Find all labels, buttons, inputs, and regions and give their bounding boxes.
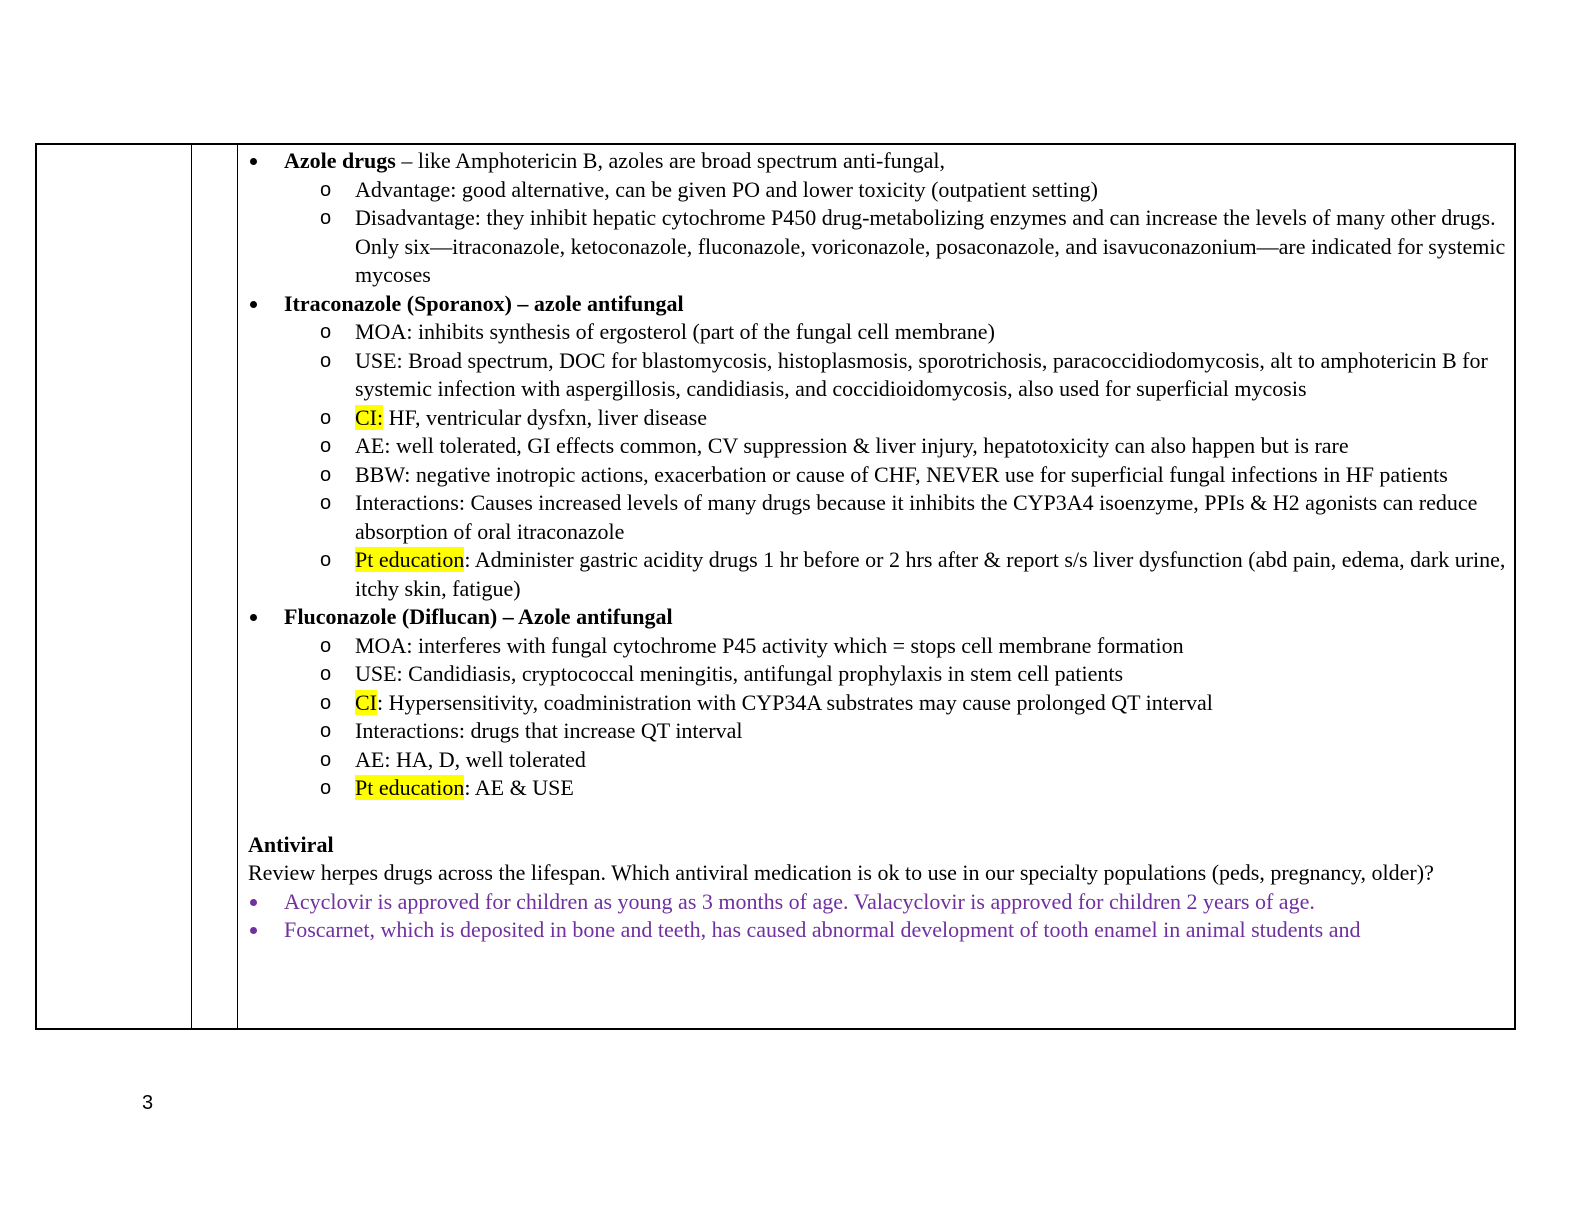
antiviral-heading: Antiviral [248, 831, 334, 857]
list-item [248, 404, 1506, 433]
highlighted-label: CI: [355, 404, 384, 430]
list-item-text: : Administer gastric acidity drugs 1 hr before or 2 hrs after & report s/s liver dysfunction (abd pain, edema, dark urine, itchy skin, fatigue) [355, 547, 1506, 601]
list-item-text: : Hypersensitivity, coadministration with CYP34A substrates may cause prolonged QT interval [377, 689, 1213, 715]
list-item [248, 746, 1506, 775]
highlighted-label: CI [355, 689, 377, 715]
list-item-text: AE: HA, D, well tolerated [355, 746, 586, 772]
azole-drugs-title: Azole drugs [284, 148, 396, 173]
list-item-text: Disadvantage: they inhibit hepatic cytochrome P450 drug-metabolizing enzymes and can increase the levels of many other drugs. Only six—itraconazole, ketoconazole, fluconazole, voriconazole, posaconazole, and isavuconazonium—are indicated for systemic mycoses [355, 205, 1506, 287]
list-item [248, 689, 1506, 718]
list-item [248, 204, 1506, 290]
azole-drugs-description: – like Amphotericin B, azoles are broad spectrum anti-fungal, [395, 148, 946, 173]
table-column-3-content [238, 145, 1514, 1028]
list-item-text: MOA: inhibits synthesis of ergosterol (part of the fungal cell membrane) [355, 319, 995, 344]
list-item [248, 432, 1506, 461]
list-item [248, 347, 1506, 404]
page-number: 3 [142, 1092, 154, 1114]
list-item-text: USE: Candidiasis, cryptococcal meningitis, antifungal prophylaxis in stem cell patients [355, 661, 1124, 686]
list-item-text: MOA: interferes with fungal cytochrome P45 activity which = stops cell membrane formation [355, 632, 1184, 658]
notes-table [35, 143, 1516, 1030]
list-item-text: Interactions: drugs that increase QT interval [355, 718, 743, 743]
antiviral-answer [248, 916, 1506, 945]
list-item-text: Interactions: Causes increased levels of many drugs because it inhibits the CYP3A4 isoenzyme, PPIs & H2 agonists can reduce absorption of oral itraconazole [355, 490, 1478, 544]
list-item [248, 461, 1506, 490]
list-item [248, 632, 1506, 661]
list-item [248, 717, 1506, 746]
list-item [248, 546, 1506, 603]
itraconazole-sublist [248, 318, 1506, 603]
fluconazole-sublist [248, 632, 1506, 803]
list-item-text: Advantage: good alternative, can be given PO and lower toxicity (outpatient setting) [355, 176, 1098, 202]
list-item-text: HF, ventricular dysfxn, liver disease [383, 404, 708, 430]
list-item-text: AE: well tolerated, GI effects common, CV suppression & liver injury, hepatotoxicity can also happen but is rare [355, 433, 1349, 458]
itraconazole-bullet [248, 290, 1506, 319]
table-column-1 [37, 145, 192, 1028]
list-item-text: BBW: negative inotropic actions, exacerbation or cause of CHF, NEVER use for superficial fungal infections in HF patients [355, 461, 1448, 487]
highlighted-label: Pt education [355, 547, 465, 572]
list-item-text: USE: Broad spectrum, DOC for blastomycosis, histoplasmosis, sporotrichosis, paracoccidiodomycosis, alt to amphotericin B for systemic infection with aspergillosis, candidiasis, and coccidioidomycosis, also used for superficial mycosis [355, 347, 1488, 401]
antiviral-answer-text: Foscarnet, which is deposited in bone and teeth, has caused abnormal development of tooth enamel in animal students and [284, 917, 1361, 942]
highlighted-label: Pt education [355, 775, 465, 800]
list-item [248, 489, 1506, 546]
fluconazole-bullet [248, 603, 1506, 632]
itraconazole-title: Itraconazole (Sporanox) – azole antifungal [284, 290, 684, 316]
azole-drugs-bullet [248, 147, 1506, 176]
list-item [248, 176, 1506, 205]
azole-drugs-sublist [248, 176, 1506, 290]
list-item [248, 774, 1506, 803]
list-item [248, 660, 1506, 689]
antiviral-answer-text: Acyclovir is approved for children as young as 3 months of age. Valacyclovir is approved for children 2 years of age. [284, 888, 1315, 914]
antiviral-answer [248, 888, 1506, 917]
blank-line [248, 803, 1506, 831]
table-column-2 [192, 145, 238, 1028]
antiviral-question: Review herpes drugs across the lifespan. Which antiviral medication is ok to use in our specialty populations (peds, pregnancy, older)? [248, 860, 1434, 885]
fluconazole-title: Fluconazole (Diflucan) – Azole antifungal [284, 604, 673, 629]
list-item [248, 318, 1506, 347]
list-item-text: : AE & USE [464, 775, 574, 800]
